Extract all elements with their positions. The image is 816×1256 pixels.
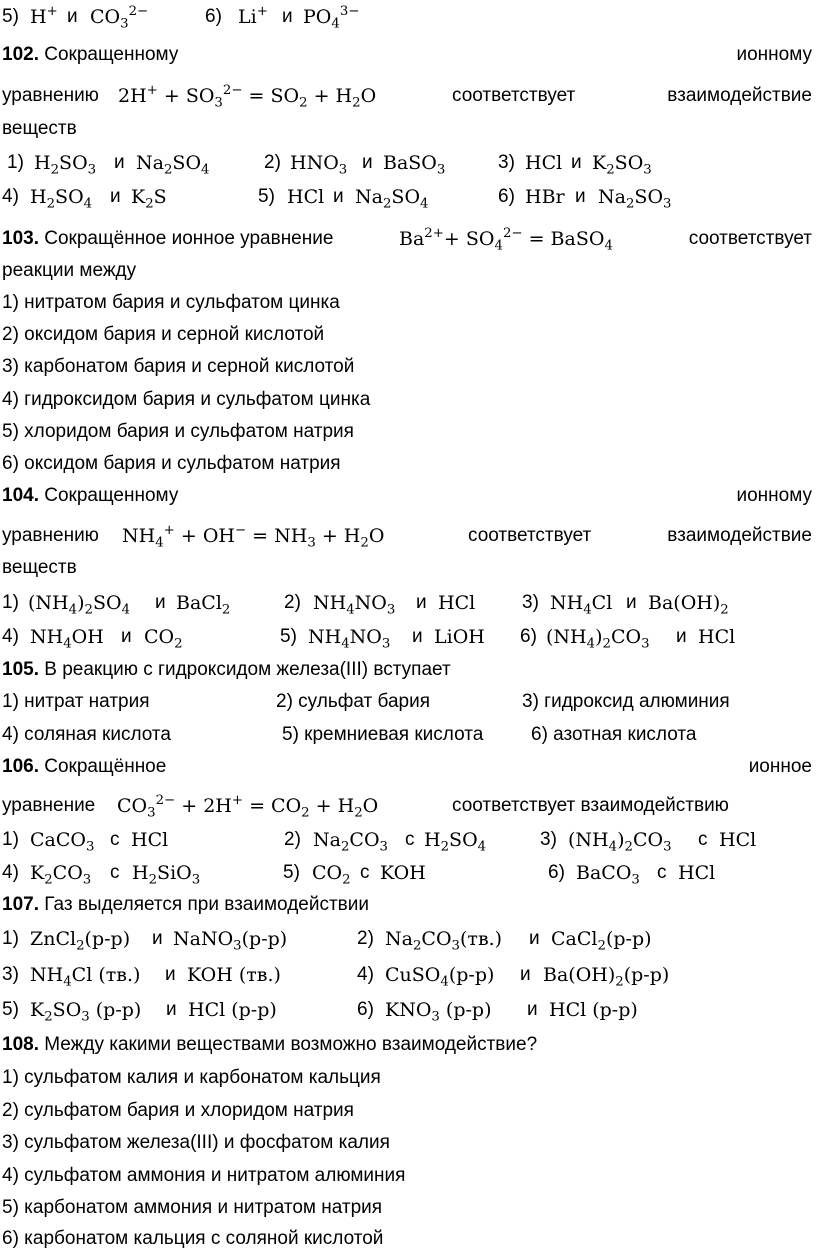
q104-options-row-1 — [0, 586, 816, 618]
q107-opt1-b: NaNO$_3$(р-р) — [173, 928, 288, 954]
q106-opt6-a: BaCO$_3$ — [576, 862, 640, 888]
q107-opt1-a: ZnCl$_2$(р-р) — [30, 928, 131, 954]
q102-opt4-conj: и — [110, 186, 121, 207]
q107-opt5-b: HCl (р-р) — [188, 999, 277, 1021]
q103-option-4: 4) гидроксидом бария и сульфатом цинка — [2, 389, 371, 410]
q104-opt4-label: 4) — [2, 626, 19, 647]
q105-option-3: 3) гидроксид алюминия — [522, 691, 730, 712]
q108-number: 108. — [2, 1034, 39, 1055]
q102-opt5-label: 5) — [258, 186, 275, 207]
q103-option-5: 5) хлоридом бария и сульфатом натрия — [2, 421, 354, 442]
q103-text-c: реакции между — [2, 260, 137, 281]
q107-opt6-a: $KNO_3$ (р-р) — [385, 999, 492, 1025]
q104-opt6-conj: и — [676, 626, 687, 647]
q107-opt3-label: 3) — [2, 964, 19, 985]
q101-opt6-conj: и — [282, 6, 293, 27]
q103-text-a: Сокращённое ионное уравнение — [44, 228, 334, 249]
q106-equation: $CO_3^{2-} + 2H^+ = CO_2 + H_2O$ — [117, 793, 379, 821]
q104-equation: $NH_4^+ + OH^- = NH_3 + H_2O$ — [122, 523, 385, 551]
q101-opt5-conj: и — [67, 6, 78, 27]
q104-opt2-conj: и — [416, 592, 427, 613]
q102-opt2-label: 2) — [264, 152, 281, 173]
q106-opt1-a: CaCO$_3$ — [30, 829, 95, 855]
q102-text-b: ионному — [736, 44, 812, 65]
q104-opt1-label: 1) — [2, 592, 19, 613]
q107-opt1-conj: и — [152, 928, 163, 949]
q102-opt5-b: $Na_2SO_4$ — [355, 186, 429, 212]
q102-text-d: соответствует — [452, 85, 576, 106]
q102-opt1-b: $Na_2SO_4$ — [136, 152, 210, 178]
q103-option-3: 3) карбонатом бария и серной кислотой — [2, 356, 355, 377]
q105-option-6: 6) азотная кислота — [531, 724, 697, 745]
q107-opt6-conj: и — [527, 999, 538, 1020]
q102-number: 102. — [2, 44, 39, 65]
q108-option-1: 1) сульфатом калия и карбонатом кальция — [2, 1067, 381, 1088]
q107-options-row-2 — [0, 958, 816, 990]
q102-heading-line — [0, 38, 816, 70]
q102-opt2-b: BaSO$_3$ — [383, 152, 446, 178]
q101-opt6-formula-a: Li+ — [238, 4, 268, 28]
q106-heading-line — [0, 750, 816, 782]
q103-number: 103. — [2, 228, 39, 249]
q107-options-row-1 — [0, 922, 816, 954]
q102-text-line — [0, 112, 816, 144]
q108-text: Между какими веществами возможно взаимодействие? — [44, 1034, 538, 1055]
q105-option-5: 5) кремниевая кислота — [282, 724, 484, 745]
q102-opt6-a: HBr — [525, 186, 565, 208]
q106-opt2-b: $H_2SO_4$ — [424, 829, 487, 855]
q106-opt5-label: 5) — [283, 862, 300, 883]
q106-number: 106. — [2, 756, 39, 777]
q107-opt3-b: KOH (тв.) — [187, 964, 281, 986]
q104-equation-line — [0, 519, 816, 551]
q106-opt2-a: $Na_2CO_3$ — [313, 829, 389, 855]
q102-opt3-b: $K_2SO_3$ — [592, 152, 652, 178]
q107-opt2-a: $Na_2CO_3(тв.)$ — [385, 928, 503, 954]
q108-heading-line — [0, 1028, 816, 1060]
q108-option-3: 3) сульфатом железа(III) и фосфатом калия — [2, 1132, 390, 1153]
q106-opt5-a: $CO_2$ — [312, 862, 351, 888]
q104-opt3-conj: и — [626, 592, 637, 613]
q105-text: В реакцию с гидроксидом железа(III) вступает — [44, 659, 451, 680]
q104-text-e: взаимодействие — [667, 525, 812, 546]
q106-opt3-a: $(NH_4)_2CO_3$ — [568, 829, 672, 855]
q102-options-row-2 — [0, 180, 816, 212]
q101-opt5-label: 5) — [2, 6, 19, 27]
q102-opt1-label: 1) — [7, 152, 24, 173]
q106-text-b: ионное — [748, 756, 812, 777]
q102-opt1-a: $H_2SO_3$ — [34, 152, 97, 178]
q106-opt4-b: $H_2SiO_3$ — [132, 862, 201, 888]
q108-option-4: 4) сульфатом аммония и нитратом алюминия — [2, 1165, 406, 1186]
q107-opt6-b: HCl (р-р) — [549, 999, 638, 1021]
q105-options-row-2 — [0, 718, 816, 750]
q106-opt4-label: 4) — [2, 862, 19, 883]
q103-text-b: соответствует — [688, 228, 812, 249]
q107-opt4-a: CuSO$_4$(р-р) — [385, 964, 495, 990]
q104-opt6-label: 6) — [520, 626, 537, 647]
q104-text-line — [0, 551, 816, 583]
q106-opt2-label: 2) — [284, 829, 301, 850]
q104-opt4-a: $NH_4OH$ — [30, 626, 104, 652]
q101-opt6-formula-b: $PO_4^{3-}$ — [303, 4, 360, 32]
q108-option-6: 6) карбонатом кальция с соляной кислотой — [2, 1228, 384, 1249]
q106-opt5-conj: с — [360, 862, 370, 883]
q102-opt3-label: 3) — [498, 152, 515, 173]
q104-text-a: Сокращенному — [44, 485, 179, 506]
q101-options-row — [0, 0, 816, 32]
q106-opt1-label: 1) — [2, 829, 19, 850]
q104-opt4-b: $CO_2$ — [144, 626, 183, 652]
q106-opt6-conj: с — [657, 862, 667, 883]
q107-options-row-3 — [0, 993, 816, 1025]
q103-heading-line — [0, 222, 816, 254]
q104-text-b: ионному — [736, 485, 812, 506]
q103-option-6: 6) оксидом бария и сульфатом натрия — [2, 453, 341, 474]
q102-text-c: уравнению — [2, 85, 99, 106]
q101-opt5-formula-a: H+ — [30, 4, 58, 28]
q107-opt2-conj: и — [529, 928, 540, 949]
q102-opt5-conj: и — [333, 186, 344, 207]
q106-opt4-a: $K_2CO_3$ — [30, 862, 92, 888]
q102-options-row-1 — [0, 146, 816, 178]
q107-text: Газ выделяется при взаимодействии — [44, 894, 369, 915]
q106-opt1-conj: с — [110, 829, 120, 850]
q107-opt6-label: 6) — [357, 999, 374, 1020]
q104-opt3-a: $NH_4Cl$ — [550, 592, 613, 618]
q107-opt5-label: 5) — [2, 999, 19, 1020]
q107-opt3-a: $NH_4Cl$ (тв.) — [30, 964, 141, 990]
q104-number: 104. — [2, 485, 39, 506]
q104-text-f: веществ — [2, 557, 77, 578]
q104-opt6-a: $(NH_4)_2CO_3$ — [546, 626, 650, 652]
q103-equation: $Ba^{2+}+ SO_4^{2-}$ = BaSO$_4$ — [399, 226, 613, 254]
q106-opt6-label: 6) — [548, 862, 565, 883]
q107-heading-line — [0, 888, 816, 920]
q104-opt1-conj: и — [155, 592, 166, 613]
q104-opt1-a: $(NH_4)_2SO_4$ — [28, 592, 131, 618]
q106-opt3-conj: с — [698, 829, 708, 850]
q106-opt3-b: HCl — [719, 829, 757, 851]
q104-opt3-label: 3) — [522, 592, 539, 613]
q107-opt5-a: $K_2SO_3$ (р-р) — [30, 999, 142, 1025]
q104-opt3-b: $Ba(OH)_2$ — [648, 592, 729, 618]
q104-opt5-conj: и — [412, 626, 423, 647]
q104-opt5-a: $NH_4NO_3$ — [308, 626, 391, 652]
q102-opt2-conj: и — [362, 152, 373, 173]
q102-equation: $2H^+ + SO_3^{2-} = SO_2 + H_2O$ — [118, 83, 377, 111]
q104-opt5-label: 5) — [280, 626, 297, 647]
q106-opt4-conj: с — [110, 862, 120, 883]
q104-options-row-2 — [0, 620, 816, 652]
q104-opt6-b: HCl — [698, 626, 736, 648]
q102-opt6-b: $Na_2SO_3$ — [598, 186, 672, 212]
q106-options-row-2 — [0, 856, 816, 888]
q106-opt3-label: 3) — [540, 829, 557, 850]
q104-heading-line — [0, 479, 816, 511]
q104-opt4-conj: и — [121, 626, 132, 647]
q106-opt1-b: HCl — [131, 829, 169, 851]
q105-option-1: 1) нитрат натрия — [2, 691, 150, 712]
q102-opt6-conj: и — [575, 186, 586, 207]
q102-opt6-label: 6) — [498, 186, 515, 207]
q107-opt2-label: 2) — [357, 928, 374, 949]
q102-text-f: веществ — [2, 118, 77, 139]
q107-opt4-label: 4) — [357, 964, 374, 985]
q107-opt4-conj: и — [520, 964, 531, 985]
q102-opt1-conj: и — [114, 152, 125, 173]
q107-opt3-conj: и — [165, 964, 176, 985]
q105-number: 105. — [2, 659, 39, 680]
q102-text-a: Сокращенному — [44, 44, 179, 65]
q104-opt1-b: BaCl$_2$ — [176, 592, 231, 618]
q104-opt2-label: 2) — [284, 592, 301, 613]
q102-text-e: взаимодействие — [667, 85, 812, 106]
q106-text-a: Сокращённое — [44, 756, 167, 777]
q106-opt6-b: HCl — [678, 862, 716, 884]
q107-opt1-label: 1) — [2, 928, 19, 949]
q107-opt5-conj: и — [166, 999, 177, 1020]
q106-text-d: соответствует взаимодействию — [452, 795, 729, 816]
q103-text-line — [0, 254, 816, 286]
q102-opt5-a: HCl — [287, 186, 325, 208]
q106-opt5-b: KOH — [380, 862, 426, 884]
q101-opt6-label: 6) — [205, 6, 222, 27]
q102-opt2-a: $HNO_3$ — [290, 152, 348, 178]
q105-options-row-1 — [0, 685, 816, 717]
q105-heading-line — [0, 653, 816, 685]
q106-text-c: уравнение — [2, 795, 96, 816]
q101-opt5-formula-b: $CO_3^{2-}$ — [90, 4, 149, 32]
q107-opt2-b: CaCl$_2$(р-р) — [551, 928, 652, 954]
q105-option-4: 4) соляная кислота — [2, 724, 171, 745]
q106-opt2-conj: с — [405, 829, 415, 850]
q103-option-2: 2) оксидом бария и серной кислотой — [2, 324, 325, 345]
q106-equation-line — [0, 789, 816, 821]
q102-opt3-a: HCl — [525, 152, 563, 174]
q102-opt4-b: $K_2S$ — [131, 186, 167, 212]
q107-opt4-b: $Ba(OH)_2(р-р)$ — [543, 964, 670, 990]
q104-opt2-a: $NH_4NO_3$ — [313, 592, 396, 618]
q107-number: 107. — [2, 894, 39, 915]
q102-equation-line — [0, 79, 816, 111]
q103-option-1: 1) нитратом бария и сульфатом цинка — [2, 292, 340, 313]
q102-opt3-conj: и — [571, 152, 582, 173]
q105-option-2: 2) сульфат бария — [276, 691, 430, 712]
q104-opt2-b: HCl — [438, 592, 476, 614]
q108-option-5: 5) карбонатом аммония и нитратом натрия — [2, 1197, 383, 1218]
q106-options-row-1 — [0, 823, 816, 855]
q102-opt4-a: $H_2SO_4$ — [30, 186, 93, 212]
q102-opt4-label: 4) — [2, 186, 19, 207]
q104-text-d: соответствует — [468, 525, 592, 546]
q104-text-c: уравнению — [2, 525, 99, 546]
q104-opt5-b: LiOH — [434, 626, 485, 648]
q108-option-2: 2) сульфатом бария и хлоридом натрия — [2, 1100, 354, 1121]
